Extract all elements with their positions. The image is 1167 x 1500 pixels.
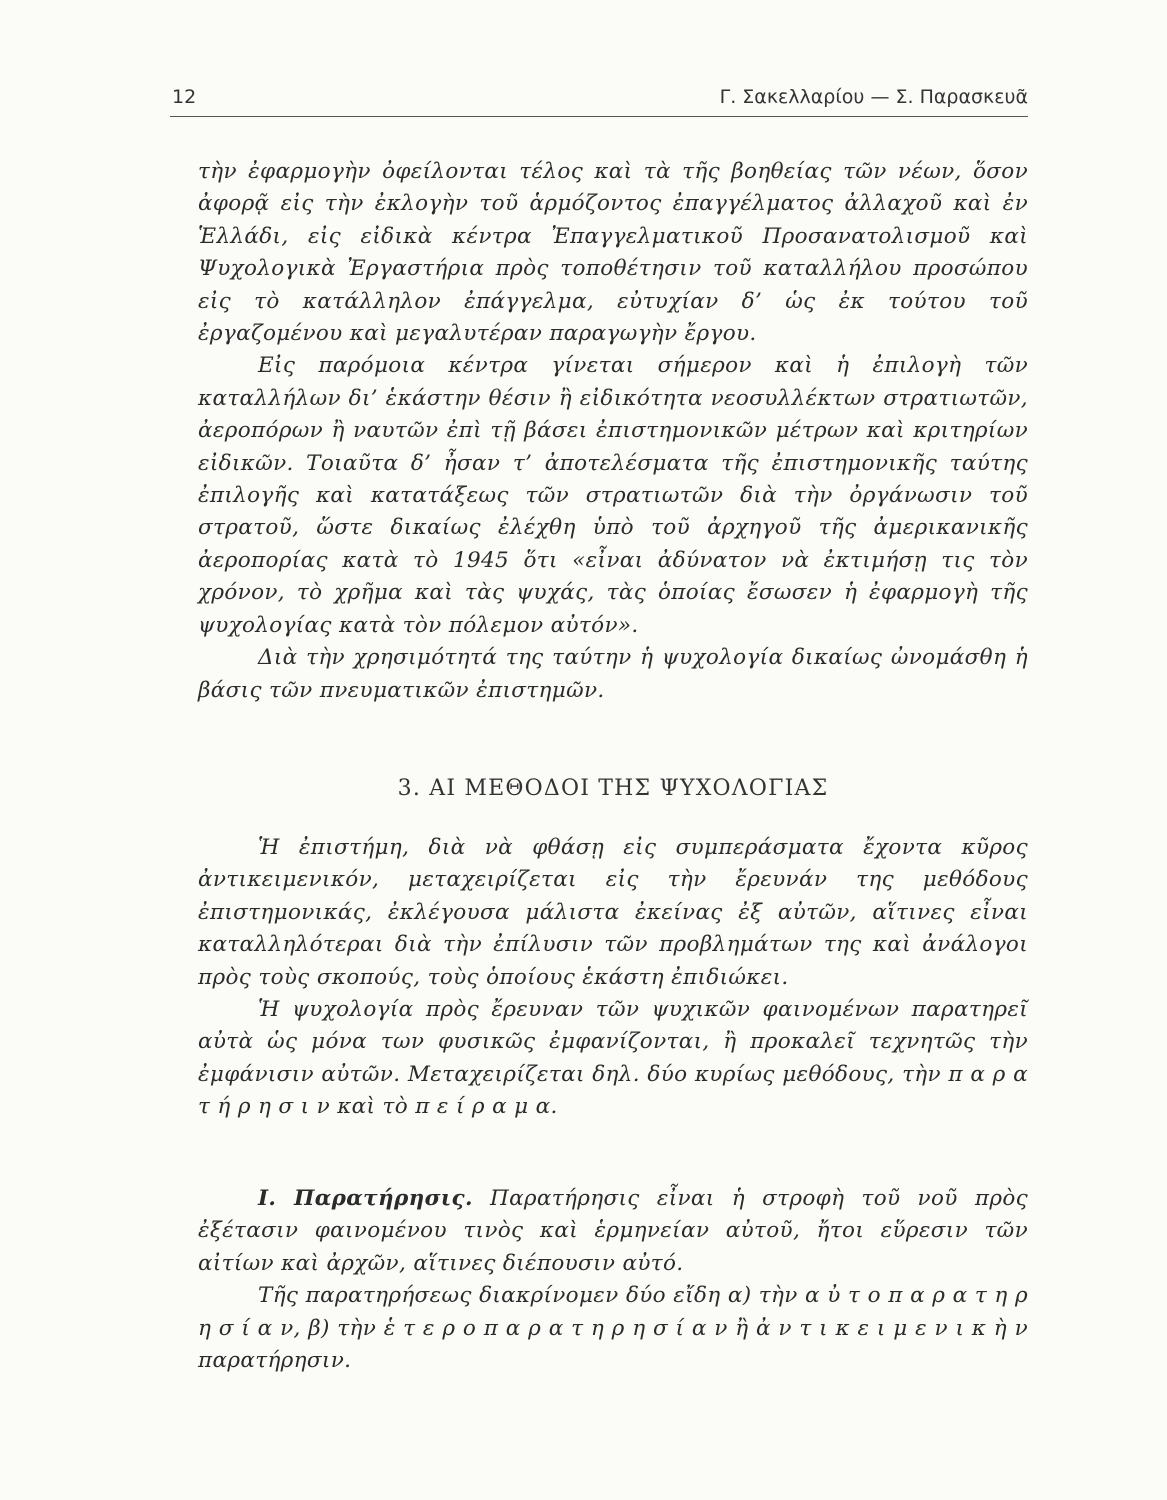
paragraph: Τῆς παρατηρήσεως διακρίνομεν δύο εἴδη α) τὴν α ὐ τ ο π α ρ α τ η ρ η σ ί α ν, β) τὴν ἑ τ ε ρ ο π α ρ α τ η ρ η σ ί α ν ἢ ἀ ν τ ι κ ε ι μ ε ν ι κ ὴ ν παρατήρησιν.: [198, 1283, 1028, 1374]
page-header: [170, 82, 1028, 117]
paragraph: Ἡ ψυχολογία πρὸς ἔρευναν τῶν ψυχικῶν φαινομένων παρατηρεῖ αὐτὰ ὡς μόνα των φυσικῶς ἐμφανίζονται, ἢ προκαλεῖ τεχνητῶς τὴν ἐμφάνισιν αὐτῶν. Μεταχειρίζεται δηλ. δύο κυρίως μεθόδους, τὴν π α ρ α τ ή ρ η σ ι ν καὶ τὸ π ε ί ρ α μ α.: [198, 997, 1028, 1120]
body-text-methods: [198, 832, 1028, 1124]
page-number: 12: [172, 86, 197, 108]
observation-definition: Παρατήρησις εἶναι ἡ στροφὴ τοῦ νοῦ πρὸς ἐξέτασιν φαινομένου τινὸς καὶ ἑρμηνείαν αὐτοῦ, ἤτοι εὕρεσιν τῶν αἰτίων καὶ ἀρχῶν, αἵτινες διέπουσιν αὐτό.: [198, 1186, 1028, 1276]
paragraph: τὴν ἐφαρμογὴν ὀφείλονται τέλος καὶ τὰ τῆς βοηθείας τῶν νέων, ὅσον ἀφορᾷ εἰς τὴν ἐκλογὴν τοῦ ἁρμόζοντος ἐπαγγέλματος ἀλλαχοῦ καὶ ἐν Ἑλλάδι, εἰς εἰδικὰ κέντρα Ἐπαγγελματικοῦ Προσανατολισμοῦ καὶ Ψυχολογικὰ Ἐργαστήρια πρὸς τοποθέτησιν τοῦ καταλλήλου προσώπου εἰς τὸ κατάλληλον ἐπάγγελμα, εὐτυχίαν δ’ ὡς ἐκ τούτου τοῦ ἐργαζομένου καὶ μεγαλυτέραν παραγωγὴν ἔργου.: [198, 159, 1028, 347]
section-heading: 3. ΑΙ ΜΕΘΟΔΟΙ ΤΗΣ ΨΥΧΟΛΟΓΙΑΣ: [397, 776, 829, 801]
subheading: Ι. Παρατήρησις.: [258, 1186, 473, 1211]
paragraph: Εἰς παρόμοια κέντρα γίνεται σήμερον καὶ ἡ ἐπιλογὴ τῶν καταλλήλων δι’ ἑκάστην θέσιν ἢ εἰδικότητα νεοσυλλέκτων στρατιωτῶν, ἀεροπόρων ἢ ναυτῶν ἐπὶ τῇ βάσει ἐπιστημονικῶν μέτρων καὶ κριτηρίων εἰδικῶν. Τοιαῦτα δ’ ἦσαν τ’ ἀποτελέσματα τῆς ἐπιστημονικῆς ταύτης ἐπιλογῆς καὶ κατατάξεως τῶν στρατιωτῶν διὰ τὴν ὀργάνωσιν τοῦ στρατοῦ, ὥστε δικαίως ἐλέχθη ὑπὸ τοῦ ἀρχηγοῦ τῆς ἀμερικανικῆς ἀεροπορίας κατὰ τὸ 1945 ὅτι «εἶναι ἀδύνατον νὰ ἐκτιμήσῃ τις τὸν χρόνον, τὸ χρῆμα καὶ τὰς ψυχάς, τὰς ὁποίας ἔσωσεν ἡ ἐφαρμογὴ τῆς ψυχολογίας κατὰ τὸν πόλεμον αὐτόν».: [198, 353, 1028, 638]
paragraph: Ἡ ἐπιστήμη, διὰ νὰ φθάσῃ εἰς συμπεράσματα ἔχοντα κῦρος ἀντικειμενικόν, μεταχειρίζεται εἰς τὴν ἔρευνάν της μεθόδους ἐπιστημονικάς, ἐκλέγουσα μάλιστα ἐκείνας ἐξ αὐτῶν, αἵτινες εἶναι καταλληλότεραι διὰ τὴν ἐπίλυσιν τῶν προβλημάτων της καὶ ἀνάλογοι πρὸς τοὺς σκοπούς, τοὺς ὁποίους ἑκάστη ἐπιδιώκει.: [198, 835, 1028, 990]
body-text-top: [198, 156, 1028, 707]
body-text-observation: [198, 1183, 1028, 1377]
observation-paragraph: [198, 1183, 1028, 1280]
running-head: Γ. Σακελλαρίου — Σ. Παρασκευᾶ: [719, 86, 1028, 108]
paragraph: Διὰ τὴν χρησιμότητά της ταύτην ἡ ψυχολογία δικαίως ὠνομάσθη ἡ βάσις τῶν πνευματικῶν ἐπιστημῶν.: [198, 645, 1028, 703]
